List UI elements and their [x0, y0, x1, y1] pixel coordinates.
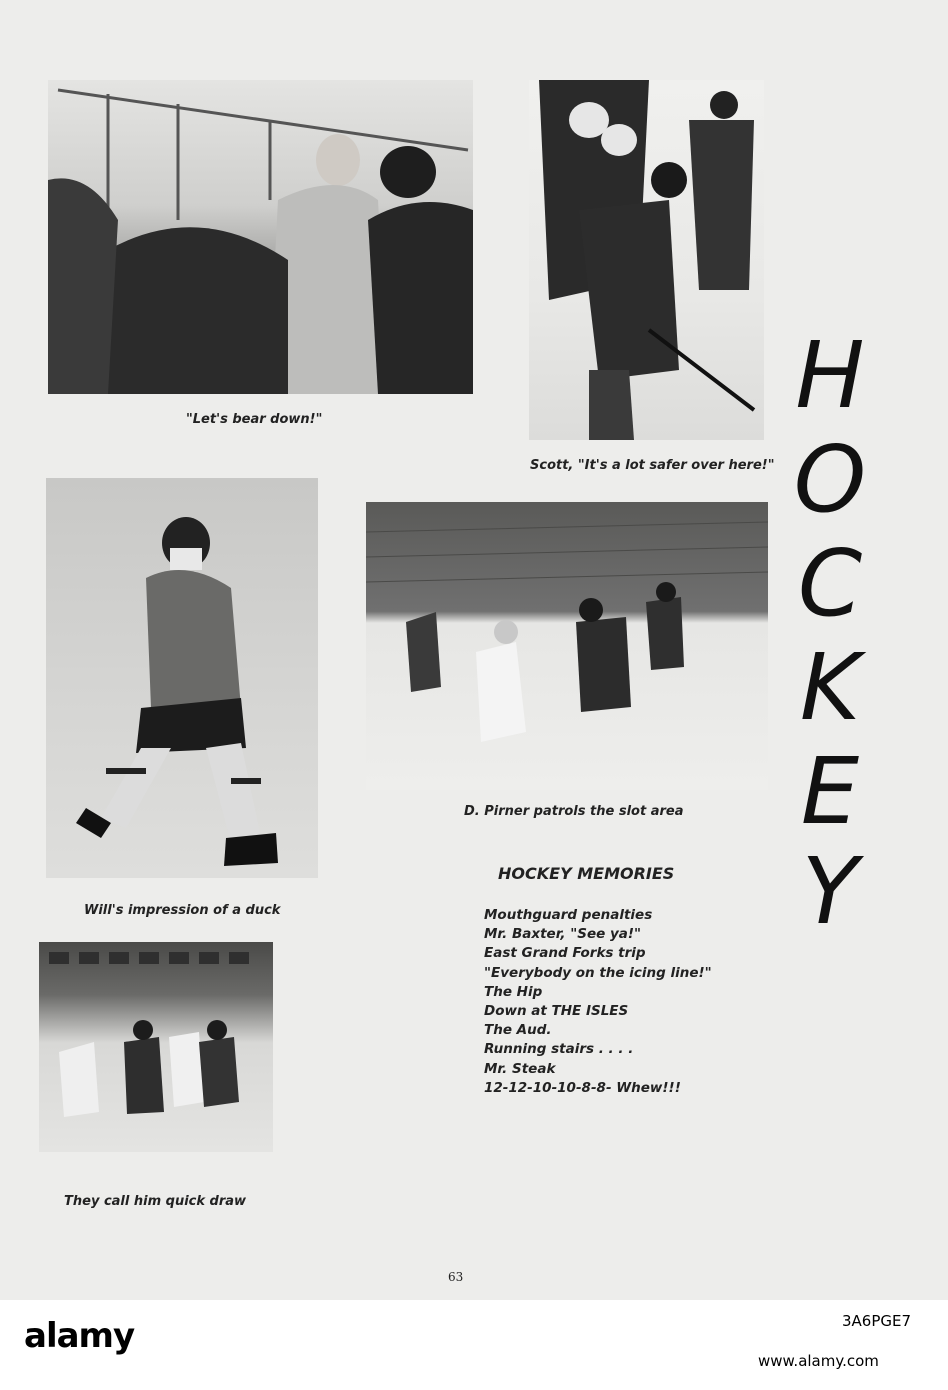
stock-footer — [0, 1300, 948, 1390]
caption-scott-safer: Scott, "It's a lot safer over here!" — [530, 458, 775, 473]
list-item: Mouthguard penalties — [484, 907, 653, 923]
title-letter-y: Y — [801, 838, 859, 945]
image-id: 3A6PGE7 — [842, 1312, 912, 1330]
title-letter-h: H — [795, 322, 865, 429]
page-number: 63 — [448, 1270, 464, 1284]
caption-pirner-slot: D. Pirner patrols the slot area — [464, 804, 684, 819]
list-item: Mr. Baxter, "See ya!" — [484, 926, 642, 943]
title-letter-k: K — [799, 634, 861, 741]
memories-list — [484, 906, 712, 1098]
photo-faceoff-quick-draw — [39, 942, 273, 1152]
list-item: Running stairs . . . . — [484, 1041, 634, 1058]
memories-heading: HOCKEY MEMORIES — [498, 864, 675, 883]
photo-players-by-bench — [529, 80, 764, 440]
title-letter-o: O — [793, 426, 867, 533]
photo-arena-game-action — [366, 502, 768, 790]
list-item: The Aud. — [484, 1022, 552, 1039]
list-item: "Everybody on the icing line!" — [484, 964, 712, 981]
title-letter-e: E — [800, 738, 860, 845]
list-item: East Grand Forks trip — [484, 945, 646, 962]
list-item: 12-12-10-10-8-8- Whew!!! — [484, 1079, 681, 1096]
list-item: Mr. Steak — [484, 1060, 556, 1077]
caption-wills-impression: Will's impression of a duck — [84, 903, 281, 918]
caption-lets-bear-down: "Let's bear down!" — [186, 412, 323, 427]
list-item: Down at THE ISLES — [484, 1003, 629, 1020]
caption-quick-draw: They call him quick draw — [64, 1194, 247, 1209]
photo-huddle-with-coach — [48, 80, 473, 394]
photo-goalie-skating — [46, 478, 318, 878]
footer-url: www.alamy.com — [758, 1352, 879, 1370]
alamy-logo: alamy — [24, 1316, 135, 1356]
list-item: The Hip — [484, 983, 543, 1000]
title-letter-c: C — [797, 530, 863, 637]
